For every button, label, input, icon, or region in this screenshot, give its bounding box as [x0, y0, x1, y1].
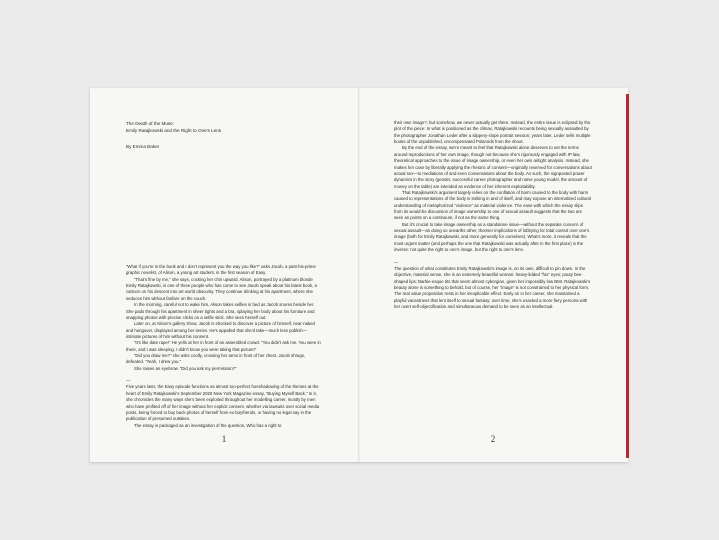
- paragraph: The question of what constitutes Emily Ratajkowski's image is, on its own, difficult to pin down. In the objective, material sense, she is an extremely beautiful woman: heavy-lidded “fox” eyes; pouty bee-shaped lips; Barbie-esque tits that seem almost cyborgian, given her impossibly low BMI. Ratajkowski's beauty alone is something to behold, but of course, her “image” is not constrained to her physical form. The real value proposition rests in her inexplicable effect. Early on in her career, she maintained a playful vacantness that lent itself to sexual fantasy; over time, she's exacted a more fiery persona with her overt self-objectification and simultaneous demand to be seen as an intellectual.: [394, 265, 591, 310]
- paragraph: By the end of the essay, we're meant to feel that Ratajkowski alone deserves to set the terms around reproductions of her own image, though not because she's rigorously engaged with IP law, theoretical approaches to the issue of image ownership, or even her own airtight analysis. Instead, she makes her case by liberally applying the rhetoric of consent—originally reserved for conversations about actual sex—to mediations of and even conversations about the body. As such, the signposted power dynamics in the story (gender, successful career photographer and naïve young model, the amount of money on the table) are intended as evidence of her inherent exploitability.: [394, 145, 592, 189]
- paragraph: “Did you draw me?” she asks coolly, crossing her arms in front of her chest. Jacob shrugs, defeated. “Yeah, I drew you.”: [126, 353, 306, 365]
- right-page: [360, 88, 626, 462]
- section-separator: —: [126, 378, 131, 384]
- byline: By Emma Baker: [126, 144, 160, 149]
- left-page: [90, 88, 358, 462]
- paragraph: She raises an eyebrow. “Did you ask my permission?”: [134, 365, 237, 371]
- paragraph: “What if you're in the book and I don't represent you the way you like?” asks Jacob, a past-his-prime graphic novelist, of Alison, a young art student, in the first season of Easy.: [126, 264, 316, 276]
- right-body-text: [394, 120, 592, 310]
- paragraph: But it's crucial to take image ownership as a standalone issue—without the separate concern of sexual assault—as doing so unearths other, thornier implications of lobbying for total control over one's image (both for Emily Ratajkowski, and more generally for ourselves). What's more, it reveals that the most urgent matter (and perhaps the one that Ratajkowski was actually after in the first place) is the inverse: not quite the right to one's image, but the right to one's lens.: [394, 221, 590, 253]
- paragraph: That Ratajkowski's argument largely relies on the conflation of harm caused to the body with harm caused to representations of the body is striking in and of itself, and may expose an internalized cultural understanding of metaphorized “violence” as material violence. The ease with which the essay slips from its would-be discussion of image ownership to one of sexual assault suggests that the two are seen as points on a continuum, if not as the same thing.: [394, 189, 591, 221]
- section-separator: —: [394, 259, 399, 265]
- article-title: [126, 121, 221, 134]
- page-number-left: 1: [221, 434, 227, 444]
- paragraph: In the morning, careful not to wake him, Alison takes selfies in bed as Jacob snores beside her. She pads through his apartment in sheer tights and a bra, splaying her body about his furniture and snapping photos with precise clicks on a selfie stick. She sees herself out.: [126, 302, 315, 320]
- paragraph: their own image?; but somehow, we never actually get there. Instead, the entire issue is eclipsed by the plot of the piece: In what is positioned as the climax, Ratajkowski recounts being sexually assaulted by the photographer Jonathan Leder after a slippery-slope portrait session; years later, Leder sells multiple books of the unpublished, uncompensated Polaroids from the shoot.: [394, 120, 591, 145]
- article-title-line2: Emily Ratajkowski and the Right to One's Lens: [126, 127, 222, 133]
- book-spread: [90, 88, 628, 462]
- article-title-line1: The Death of the Muse:: [126, 121, 175, 126]
- page-number-right: 2: [490, 434, 496, 444]
- paragraph: The essay is packaged as an investigation of the question, Who has a right to: [134, 422, 282, 428]
- paragraph: “That's fine by me,” she says, cocking her chin upward. Alison, portrayed by a platinum blonde Emily Ratajkowski, is one of three people who has come to see Jacob speak about his latest book, a cartoon on his descent into art world obscurity. They continue drinking at his apartment, where she seduces him without fanfare on the couch.: [126, 276, 317, 301]
- paragraph: “It's like date rape!” He yells at her in front of an assembled crowd. “You didn't ask me. You were in there, and I was sleeping. I didn't know you were taking that picture!”: [126, 340, 321, 352]
- paragraph: Five years later, the Easy episode functions as almost too-perfect foreshadowing of the themes at the heart of Emily Ratajkowski's September 2020 New York Magazine essay, “Buying Myself Back.” In it, she chronicles the many ways she's been exploited throughout her modelling career, mostly by men who have profited off of her image without her explicit consent, whether via lawsuits over social media posts, being forced to buy back photos of herself from ex-boyfriends, or having no legal say in the publication of presumed outtakes.: [126, 384, 320, 422]
- paragraph: Later on, at Alison's gallery show, Jacob is shocked to discover a picture of himself, near-naked and hungover, displayed among her series. He's appalled that she'd take—much less publish—intimate pictures of him without his consent.: [126, 321, 315, 339]
- red-page-edge: [626, 94, 629, 458]
- left-body-text: [126, 264, 322, 429]
